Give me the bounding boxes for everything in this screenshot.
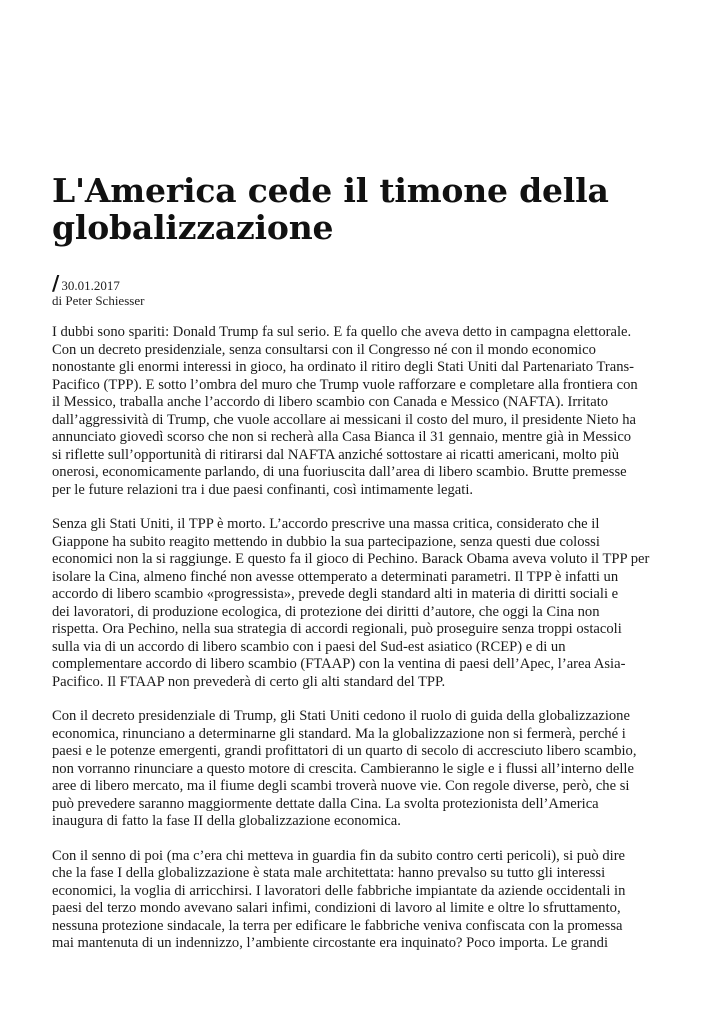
date-line (52, 271, 672, 295)
article-title: L'America cede il timone della globalizzazione (52, 171, 609, 247)
article-paragraph: I dubbi sono spariti: Donald Trump fa sul serio. E fa quello che aveva detto in campagna elettorale. Con un decreto presidenziale, senza consultarsi con il Congresso né con il mondo economico nonostante gli enormi interessi in gioco, ha ordinato il ritiro degli Stati Uniti dal Partenariato Trans- Pacifico (TPP). E sotto l’ombra del muro che Trump vuole rafforzare e completare alla frontiera con il Messico, traballa anche l’accordo di libero scambio con Canada e Messico (NAFTA). Irritato dall’aggressività di Trump, che vuole accollare ai messicani il costo del muro, il presidente Nieto ha annunciato giovedì scorso che non si recherà alla Casa Bianca il 31 gennaio, mentre già in Messico si riflette sull’opportunità di ritirarsi dal NAFTA anziché sottostare ai ricatti americani, molto più onerosi, economicamente parlando, di una fuoriuscita dall’area di libero scambio. Brutte premesse per le future relazioni tra i due paesi confinanti, così intimamente legati. (52, 324, 638, 498)
article-byline: di Peter Schiesser (52, 293, 145, 308)
article-paragraph: Con il senno di poi (ma c’era chi metteva in guardia fin da subito contro certi pericoli), si può dire che la fase I della globalizzazione è stata male architettata: hanno prevalso su tutto gli interessi economici, la voglia di arricchirsi. I lavoratori delle fabbriche impiantate da aziende occidentali in paesi del terzo mondo avevano salari infimi, condizioni di lavoro al limite e oltre lo sfruttamento, nessuna protezione sindacale, la terra per edificare le fabbriche veniva confiscata con la promessa mai mantenuta di un indennizzo, l’ambiente circostante era inquinato? Poco importa. Le grandi (52, 847, 626, 951)
article-date: 30.01.2017 (61, 278, 120, 293)
article-body (52, 324, 672, 953)
article (52, 172, 672, 970)
article-meta (52, 271, 672, 308)
date-separator: / (52, 271, 60, 295)
article-paragraph: Con il decreto presidenziale di Trump, gli Stati Uniti cedono il ruolo di guida della globalizzazione economica, rinunciano a determinarne gli standard. Ma la globalizzazione non si fermerà, perché i paesi e le potenze emergenti, grandi profittatori di un quarto di secolo di accresciuto libero scambio, non vorranno rinunciare a questo motore di crescita. Cambieranno le sigle e i flussi all’interno delle aree di libero mercato, ma il fiume degli scambi troverà nuove vie. Con regole diverse, però, che si può prevedere saranno maggiormente dettate dalla Cina. La svolta protezionista dell’America inaugura di fatto la fase II della globalizzazione economica. (52, 708, 637, 829)
article-paragraph: Senza gli Stati Uniti, il TPP è morto. L’accordo prescrive una massa critica, considerato che il Giappone ha subito reagito mettendo in dubbio la sua partecipazione, senza questi due colossi economici non la si raggiunge. E questo fa il gioco di Pechino. Barack Obama aveva voluto il TPP per isolare la Cina, almeno finché non avesse ottemperato a determinati parametri. Il TPP è infatti un accordo di libero scambio «progressista», prevede degli standard alti in materia di diritti sociali e dei lavoratori, di produzione ecologica, di protezione dei diritti d’autore, che oggi la Cina non rispetta. Ora Pechino, nella sua strategia di accordi regionali, può proseguire senza troppi ostacoli sulla via di un accordo di libero scambio con i paesi del Sud-est asiatico (RCEP) e di un complementare accordo di libero scambio (FTAAP) con la ventina di paesi dell’Apec, l’area Asia- Pacifico. Il FTAAP non prevederà di certo gli alti standard del TPP. (52, 516, 650, 690)
